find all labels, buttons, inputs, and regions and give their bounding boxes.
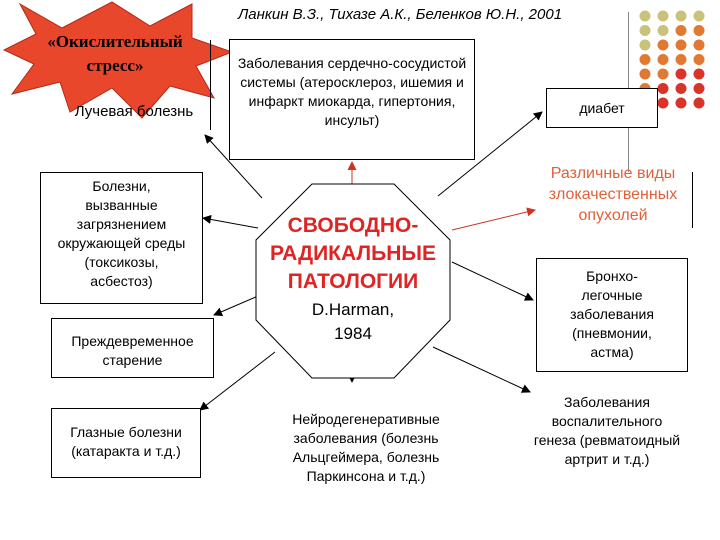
- node-radiation: [57, 88, 211, 128]
- central-title: [252, 212, 454, 296]
- node-aging: [51, 318, 214, 378]
- node-pollution: [40, 172, 203, 304]
- node-inflammatory: Заболевания воспалительного генеза (ревматоидный артрит и т.д.): [533, 394, 681, 467]
- node-diabetes-text: диабет: [579, 100, 625, 116]
- node-pollution-text: Болезни, вызванные загрязнением окружающей среды (токсикозы, асбестоз): [57, 178, 186, 289]
- arrow-to-cancer: [452, 210, 535, 230]
- cancer-box-edge: [692, 172, 693, 228]
- arrow-to-pollution: [203, 218, 258, 228]
- node-eye: [51, 408, 201, 478]
- oxidative-stress-label: «Окислительный стресс»: [47, 32, 183, 75]
- node-bronchopulmonary-text: Бронхо-легочные заболевания (пневмонии, астма): [570, 268, 654, 360]
- node-cardiovascular-text: Заболевания сердечно-сосудистой системы (атеросклероз, ишемия и инфаркт миокарда, гипертония, инсульт): [237, 55, 467, 128]
- node-aging-text: Преждевременное старение: [71, 333, 194, 368]
- authors-caption: Ланкин В.З., Тихазе А.К., Беленков Ю.Н., 2001: [237, 6, 563, 23]
- central-title-line2: РАДИКАЛЬНЫЕ: [270, 242, 436, 265]
- central-author: D.Harman,: [311, 300, 395, 319]
- central-title-line3: ПАТОЛОГИИ: [287, 270, 419, 293]
- central-year: 1984: [334, 324, 372, 343]
- central-citation: [252, 298, 454, 346]
- node-bronchopulmonary: [536, 258, 688, 372]
- node-neuro: Нейродегенеративные заболевания (болезнь Альцгеймера, болезнь Паркинсона и т.д.): [292, 411, 440, 484]
- node-cardiovascular: [229, 39, 475, 160]
- arrow-to-bronchopulmonary: [452, 262, 533, 300]
- radiation-box-edge: [210, 40, 211, 130]
- node-radiation-text: Лучевая болезнь: [74, 103, 194, 120]
- node-diabetes: [546, 88, 658, 128]
- central-title-line1: СВОБОДНО-: [287, 214, 419, 237]
- node-cancer: Различные виды злокачественных опухолей: [548, 165, 678, 224]
- node-eye-text: Глазные болезни (катаракта и т.д.): [70, 424, 182, 459]
